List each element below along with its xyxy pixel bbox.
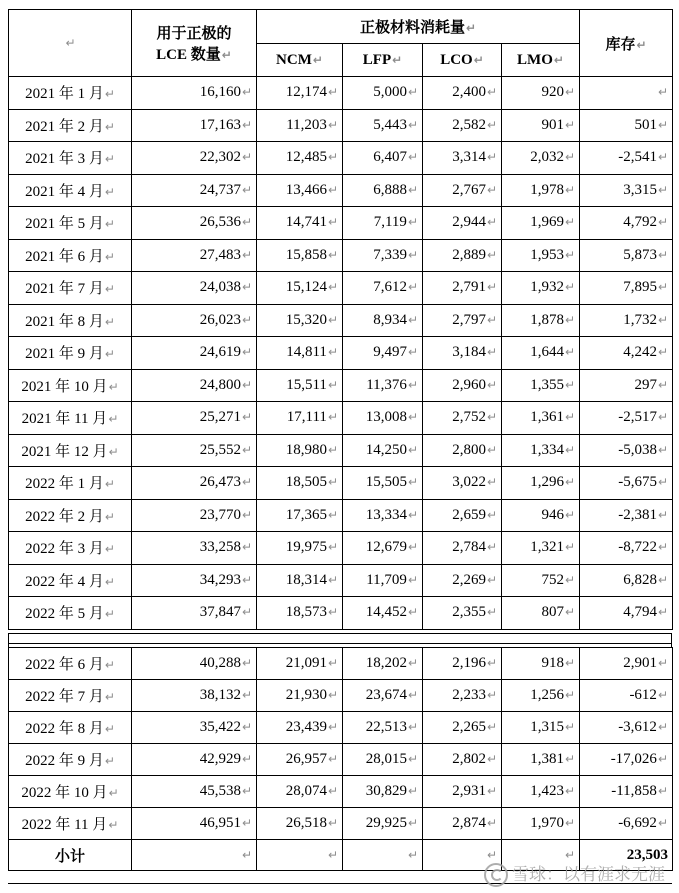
table-row — [9, 207, 673, 240]
month-cell: 2021 年 11 月↵ — [9, 402, 132, 435]
table-row — [9, 499, 673, 532]
lce-cell: 17,163↵ — [132, 109, 257, 142]
lmo-cell: 1,381↵ — [502, 744, 580, 776]
ncm-cell: 21,930↵ — [257, 680, 343, 712]
lmo-cell: 1,953↵ — [502, 239, 580, 272]
month-cell: 2021 年 1 月↵ — [9, 77, 132, 110]
ncm-cell: 15,124↵ — [257, 272, 343, 305]
lce-cell: 38,132↵ — [132, 680, 257, 712]
lmo-cell: 920↵ — [502, 77, 580, 110]
inv-cell: -5,675↵ — [580, 467, 673, 500]
inv-cell: 1,732↵ — [580, 304, 673, 337]
lco-cell: 2,767↵ — [423, 174, 502, 207]
table-row — [9, 808, 673, 840]
month-cell: 2022 年 2 月↵ — [9, 499, 132, 532]
lfp-cell: 12,679↵ — [343, 532, 423, 565]
table-row — [9, 174, 673, 207]
inv-cell: -612↵ — [580, 680, 673, 712]
lfp-cell: 15,505↵ — [343, 467, 423, 500]
inv-cell: -6,692↵ — [580, 808, 673, 840]
month-cell: 2022 年 7 月↵ — [9, 680, 132, 712]
lfp-cell: 23,674↵ — [343, 680, 423, 712]
inv-cell: 5,873↵ — [580, 239, 673, 272]
lfp-cell: 6,888↵ — [343, 174, 423, 207]
month-cell: 2022 年 5 月↵ — [9, 597, 132, 630]
month-cell: 2021 年 9 月↵ — [9, 337, 132, 370]
inv-cell: 4,794↵ — [580, 597, 673, 630]
ncm-cell: 18,314↵ — [257, 564, 343, 597]
inv-cell: 3,315↵ — [580, 174, 673, 207]
inv-cell: -3,612↵ — [580, 712, 673, 744]
lco-cell: 2,931↵ — [423, 776, 502, 808]
month-cell: 2021 年 3 月↵ — [9, 142, 132, 175]
lmo-cell: 1,970↵ — [502, 808, 580, 840]
lce-cell: 26,473↵ — [132, 467, 257, 500]
month-cell: 2022 年 8 月↵ — [9, 712, 132, 744]
lfp-cell: 18,202↵ — [343, 648, 423, 680]
inv-cell: -8,722↵ — [580, 532, 673, 565]
table-row — [9, 109, 673, 142]
lco-cell: 2,265↵ — [423, 712, 502, 744]
ncm-cell: 15,858↵ — [257, 239, 343, 272]
table-row — [9, 680, 673, 712]
lfp-cell: 5,443↵ — [343, 109, 423, 142]
month-cell: 2021 年 5 月↵ — [9, 207, 132, 240]
lco-cell: 2,582↵ — [423, 109, 502, 142]
lmo-cell: 1,315↵ — [502, 712, 580, 744]
lfp-header: LFP↵ — [343, 44, 423, 77]
month-cell: 2022 年 11 月↵ — [9, 808, 132, 840]
ncm-cell: 21,091↵ — [257, 648, 343, 680]
month-cell: 2022 年 6 月↵ — [9, 648, 132, 680]
lco-cell: 2,791↵ — [423, 272, 502, 305]
lco-cell: 2,944↵ — [423, 207, 502, 240]
ncm-cell: 26,518↵ — [257, 808, 343, 840]
ncm-cell: 14,741↵ — [257, 207, 343, 240]
total-label: 小计 — [9, 840, 132, 871]
ncm-cell: 18,980↵ — [257, 434, 343, 467]
lfp-cell: 7,612↵ — [343, 272, 423, 305]
lce-cell: 33,258↵ — [132, 532, 257, 565]
lce-cell: 25,271↵ — [132, 402, 257, 435]
lmo-cell: 752↵ — [502, 564, 580, 597]
lce-cell: 24,619↵ — [132, 337, 257, 370]
ncm-cell: 12,174↵ — [257, 77, 343, 110]
table-row — [9, 434, 673, 467]
month-cell: 2021 年 10 月↵ — [9, 369, 132, 402]
lce-cell: 46,951↵ — [132, 808, 257, 840]
lco-cell: 2,889↵ — [423, 239, 502, 272]
table-row — [9, 77, 673, 110]
lfp-cell: 22,513↵ — [343, 712, 423, 744]
lmo-cell: 1,932↵ — [502, 272, 580, 305]
ncm-cell: 23,439↵ — [257, 712, 343, 744]
lmo-cell: 2,032↵ — [502, 142, 580, 175]
table-row — [9, 402, 673, 435]
lco-cell: 2,797↵ — [423, 304, 502, 337]
lco-cell: 3,314↵ — [423, 142, 502, 175]
table-row — [9, 776, 673, 808]
cathode-consumption-header: 正极材料消耗量↵ — [257, 10, 580, 44]
lce-cell: 34,293↵ — [132, 564, 257, 597]
lce-cell: 26,023↵ — [132, 304, 257, 337]
lce-cell: 24,737↵ — [132, 174, 257, 207]
month-cell: 2021 年 4 月↵ — [9, 174, 132, 207]
lfp-cell: 7,119↵ — [343, 207, 423, 240]
table-row — [9, 369, 673, 402]
lco-cell: 2,196↵ — [423, 648, 502, 680]
month-cell: 2022 年 1 月↵ — [9, 467, 132, 500]
lmo-cell: 918↵ — [502, 648, 580, 680]
month-cell: 2021 年 8 月↵ — [9, 304, 132, 337]
table-row — [9, 744, 673, 776]
lfp-cell: 11,709↵ — [343, 564, 423, 597]
ncm-cell: 12,485↵ — [257, 142, 343, 175]
inv-cell: 501↵ — [580, 109, 673, 142]
lmo-cell: 1,355↵ — [502, 369, 580, 402]
lco-cell: 2,269↵ — [423, 564, 502, 597]
month-cell: 2021 年 12 月↵ — [9, 434, 132, 467]
inv-cell: 297↵ — [580, 369, 673, 402]
ncm-header: NCM↵ — [257, 44, 343, 77]
lfp-cell: 28,015↵ — [343, 744, 423, 776]
ncm-cell: 17,365↵ — [257, 499, 343, 532]
table-row — [9, 337, 673, 370]
lmo-cell: 1,334↵ — [502, 434, 580, 467]
table-row — [9, 239, 673, 272]
lce-cell: 22,302↵ — [132, 142, 257, 175]
inv-cell: -5,038↵ — [580, 434, 673, 467]
lmo-cell: 807↵ — [502, 597, 580, 630]
lce-cell: 42,929↵ — [132, 744, 257, 776]
lmo-cell: 1,256↵ — [502, 680, 580, 712]
lmo-cell: 1,644↵ — [502, 337, 580, 370]
month-cell: 2022 年 10 月↵ — [9, 776, 132, 808]
lce-header: 用于正极的 LCE 数量↵ — [132, 10, 257, 77]
inv-cell: -2,541↵ — [580, 142, 673, 175]
lmo-cell: 1,878↵ — [502, 304, 580, 337]
month-cell: 2022 年 9 月↵ — [9, 744, 132, 776]
lco-cell: 2,784↵ — [423, 532, 502, 565]
ncm-cell: 18,505↵ — [257, 467, 343, 500]
lco-cell: 2,960↵ — [423, 369, 502, 402]
ncm-cell: 17,111↵ — [257, 402, 343, 435]
table-body-part1 — [9, 77, 673, 630]
inv-cell: ↵ — [580, 77, 673, 110]
lmo-cell: 1,321↵ — [502, 532, 580, 565]
table-row — [9, 142, 673, 175]
lithium-table-part2 — [8, 647, 673, 871]
lmo-header: LMO↵ — [502, 44, 580, 77]
lce-cell: 35,422↵ — [132, 712, 257, 744]
lmo-cell: 901↵ — [502, 109, 580, 142]
lfp-cell: 5,000↵ — [343, 77, 423, 110]
inv-cell: -2,381↵ — [580, 499, 673, 532]
lce-cell: 25,552↵ — [132, 434, 257, 467]
lce-cell: 24,800↵ — [132, 369, 257, 402]
lce-cell: 23,770↵ — [132, 499, 257, 532]
ncm-cell: 11,203↵ — [257, 109, 343, 142]
lfp-cell: 13,008↵ — [343, 402, 423, 435]
ncm-cell: 15,511↵ — [257, 369, 343, 402]
month-cell: 2021 年 6 月↵ — [9, 239, 132, 272]
month-cell: 2021 年 2 月↵ — [9, 109, 132, 142]
lco-cell: 2,800↵ — [423, 434, 502, 467]
lco-cell: 2,802↵ — [423, 744, 502, 776]
table-body-part2 — [9, 648, 673, 840]
lce-cell: 24,038↵ — [132, 272, 257, 305]
lfp-cell: 8,934↵ — [343, 304, 423, 337]
lmo-cell: 1,361↵ — [502, 402, 580, 435]
lfp-cell: 6,407↵ — [343, 142, 423, 175]
lco-cell: 2,400↵ — [423, 77, 502, 110]
table-row — [9, 597, 673, 630]
table-row — [9, 272, 673, 305]
lmo-cell: 1,978↵ — [502, 174, 580, 207]
total-inventory: 23,503 — [580, 840, 673, 871]
table-row — [9, 564, 673, 597]
month-cell: 2022 年 4 月↵ — [9, 564, 132, 597]
ncm-cell: 19,975↵ — [257, 532, 343, 565]
lco-cell: 3,022↵ — [423, 467, 502, 500]
ncm-cell: 15,320↵ — [257, 304, 343, 337]
lco-cell: 2,752↵ — [423, 402, 502, 435]
month-cell: 2022 年 3 月↵ — [9, 532, 132, 565]
ncm-cell: 18,573↵ — [257, 597, 343, 630]
lithium-table-part1 — [8, 9, 673, 630]
lfp-cell: 11,376↵ — [343, 369, 423, 402]
lco-cell: 2,659↵ — [423, 499, 502, 532]
inventory-header: 库存↵ — [580, 10, 673, 77]
lmo-cell: 1,423↵ — [502, 776, 580, 808]
table-row — [9, 532, 673, 565]
lfp-cell: 13,334↵ — [343, 499, 423, 532]
table-row — [9, 304, 673, 337]
table-row — [9, 712, 673, 744]
lfp-cell: 9,497↵ — [343, 337, 423, 370]
inv-cell: -2,517↵ — [580, 402, 673, 435]
lfp-cell: 14,452↵ — [343, 597, 423, 630]
watermark: 雪球：以有涯求无涯 — [484, 860, 665, 887]
ncm-cell: 28,074↵ — [257, 776, 343, 808]
lmo-cell: 1,969↵ — [502, 207, 580, 240]
lco-cell: 2,355↵ — [423, 597, 502, 630]
lco-cell: 3,184↵ — [423, 337, 502, 370]
corner-cell: ↵ — [9, 10, 132, 77]
snowball-logo-icon — [484, 863, 508, 887]
ncm-cell: 26,957↵ — [257, 744, 343, 776]
lfp-cell: 30,829↵ — [343, 776, 423, 808]
lmo-cell: 946↵ — [502, 499, 580, 532]
lco-header: LCO↵ — [423, 44, 502, 77]
lce-cell: 16,160↵ — [132, 77, 257, 110]
lce-cell: 37,847↵ — [132, 597, 257, 630]
lfp-cell: 7,339↵ — [343, 239, 423, 272]
inv-cell: 2,901↵ — [580, 648, 673, 680]
lce-cell: 27,483↵ — [132, 239, 257, 272]
lce-cell: 26,536↵ — [132, 207, 257, 240]
lce-cell: 45,538↵ — [132, 776, 257, 808]
total-row: 小计 ↵ ↵ ↵ ↵ ↵ 23,503 — [9, 840, 673, 871]
inv-cell: -17,026↵ — [580, 744, 673, 776]
table-row — [9, 467, 673, 500]
lco-cell: 2,233↵ — [423, 680, 502, 712]
inv-cell: 6,828↵ — [580, 564, 673, 597]
month-cell: 2021 年 7 月↵ — [9, 272, 132, 305]
lfp-cell: 29,925↵ — [343, 808, 423, 840]
lmo-cell: 1,296↵ — [502, 467, 580, 500]
table-row — [9, 648, 673, 680]
inv-cell: 4,242↵ — [580, 337, 673, 370]
ncm-cell: 14,811↵ — [257, 337, 343, 370]
inv-cell: 4,792↵ — [580, 207, 673, 240]
inv-cell: 7,895↵ — [580, 272, 673, 305]
ncm-cell: 13,466↵ — [257, 174, 343, 207]
lfp-cell: 14,250↵ — [343, 434, 423, 467]
inv-cell: -11,858↵ — [580, 776, 673, 808]
lce-cell: 40,288↵ — [132, 648, 257, 680]
lco-cell: 2,874↵ — [423, 808, 502, 840]
